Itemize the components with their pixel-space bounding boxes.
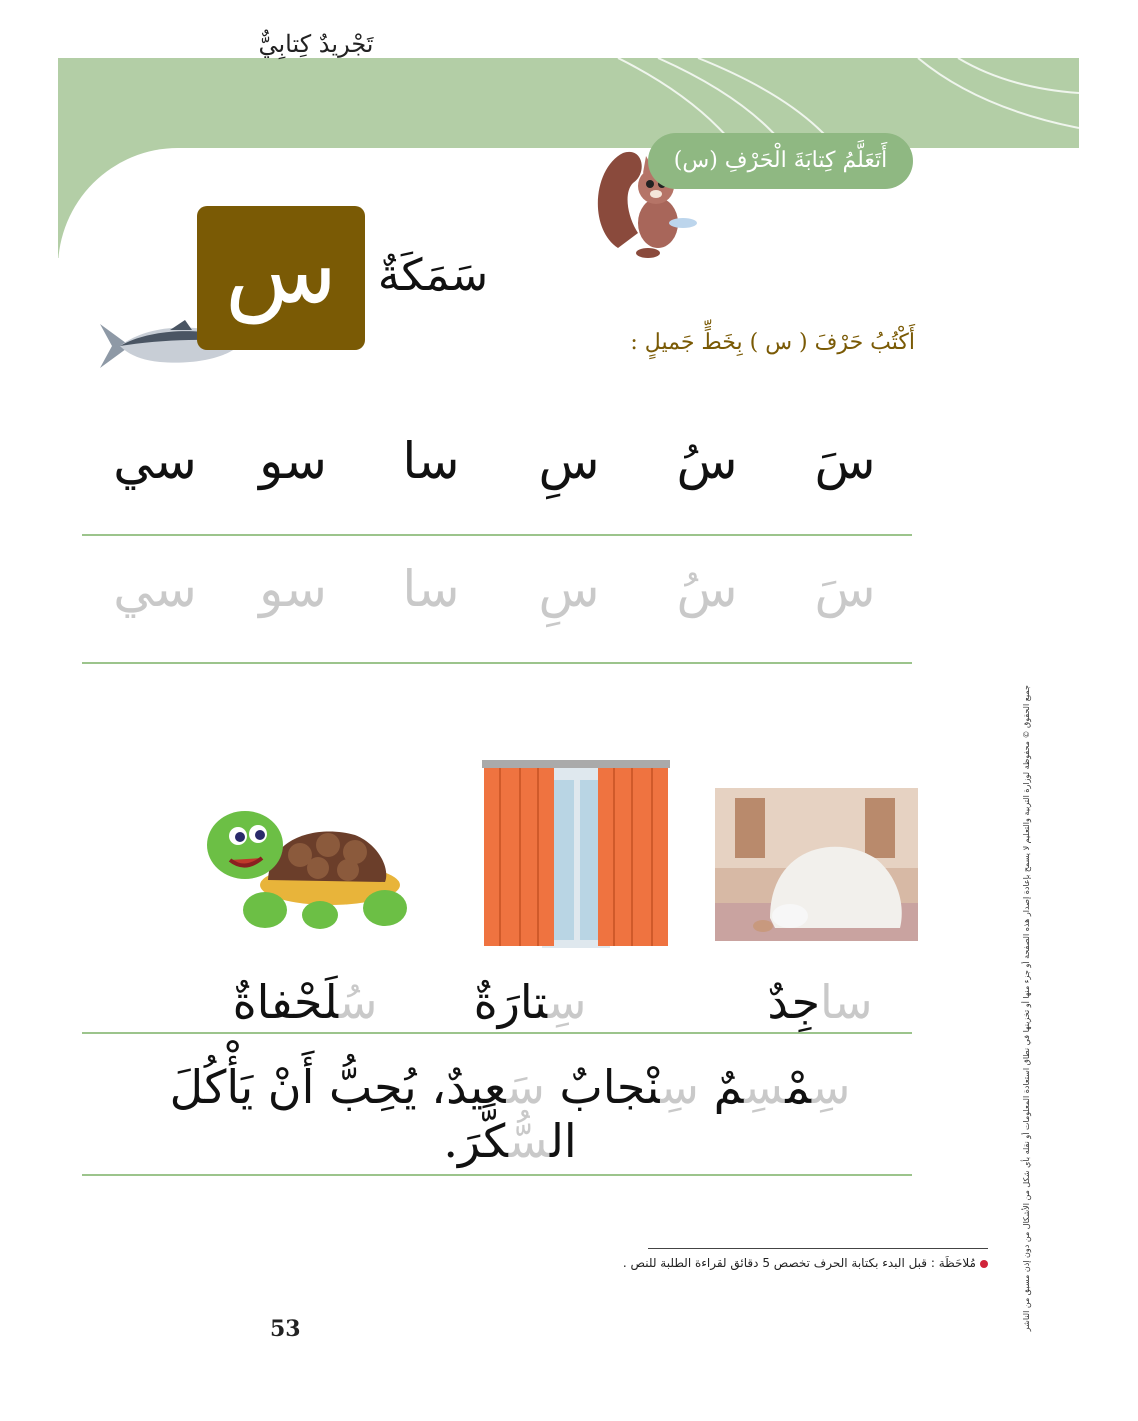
- practice-sentence: [100, 1060, 920, 1168]
- sentence-part: سِ: [660, 1060, 699, 1114]
- syllable: سا: [402, 432, 460, 490]
- syllable-trace: سي: [113, 560, 197, 618]
- syllable: سو: [259, 432, 327, 490]
- sentence-part: مٌ: [698, 1060, 745, 1114]
- syllable-trace: سو: [259, 560, 327, 618]
- example-word: سَمَكَةٌ: [377, 250, 489, 301]
- syllable-trace: سا: [402, 560, 460, 618]
- word-sulahfat: سُلَحْفاةٌ: [232, 975, 378, 1029]
- lesson-title-badge: أَتَعَلَّمُ كِتابَةَ الْحَرْفِ (س): [648, 133, 913, 189]
- syllables-row-tracing: [95, 560, 905, 618]
- teacher-note: مُلاحَظَة : قبل البدء بكتابة الحرف تخصص 5 دقائق لقراءة الطلبة للنص .: [616, 1256, 988, 1270]
- sentence-part: كَّرَ.: [443, 1114, 509, 1168]
- sentence-part: عيدٌ، يُحِبُّ أَنْ يَأْكُلَ ال: [169, 1060, 577, 1168]
- writing-line: [82, 534, 912, 536]
- note-divider: [648, 1248, 988, 1249]
- syllable-trace: سُ: [676, 560, 738, 618]
- word-sajid: ساجِدٌ: [767, 975, 873, 1029]
- syllable: سي: [113, 432, 197, 490]
- sentence-part: سِ: [744, 1060, 786, 1114]
- syllables-row-model: [95, 432, 905, 490]
- copyright-notice: جميع الحقوق © محفوظة لوزارة التربية والتعليم لا يسمح بإعادة إصدار هذه الصفحة أو جزء منها أو تخزينها في نطاق استعادة المعلومات أو نقله بأي شكل من الأشكال من دون إذن مسبق من الناشر: [1022, 685, 1031, 1332]
- writing-line: [82, 662, 912, 664]
- syllable: سُ: [676, 432, 738, 490]
- section-title: تَجْريدٌ كِتابِيٌّ: [258, 30, 374, 58]
- curtain-icon: [482, 760, 670, 948]
- syllable: سَ: [814, 432, 876, 490]
- writing-line: [82, 1174, 912, 1176]
- bullet-icon: [980, 1260, 988, 1268]
- sentence-part: سَ: [506, 1060, 545, 1114]
- sentence-part: سِ: [811, 1060, 851, 1114]
- syllable-trace: سَ: [814, 560, 876, 618]
- sentence-part: مْ: [785, 1060, 812, 1114]
- writing-instruction: أَكْتُبُ حَرْفَ ( س ) بِخَطٍّ جَميلٍ :: [630, 330, 915, 355]
- sentence-part: سُّ: [508, 1114, 550, 1168]
- page-number: 53: [270, 1316, 301, 1342]
- sentence-part: نْجابٌ: [544, 1060, 661, 1114]
- word-sitara: سِتارَةٌ: [473, 975, 587, 1029]
- turtle-icon: [200, 800, 415, 940]
- letter-card: س: [197, 206, 365, 350]
- praying-man-icon: [715, 788, 918, 941]
- syllable: سِ: [538, 432, 600, 490]
- syllable-trace: سِ: [538, 560, 600, 618]
- writing-line: [82, 1032, 912, 1034]
